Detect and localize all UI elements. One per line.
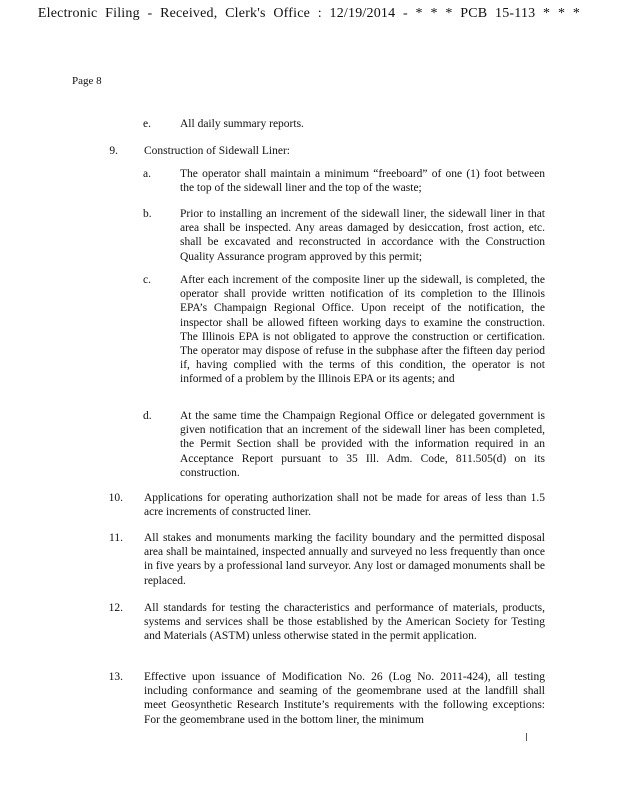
item-text: All daily summary reports.	[180, 118, 304, 130]
text-cursor-mark	[526, 733, 527, 741]
item-text: The operator shall maintain a minimum “freeboard” of one (1) foot between the top of the sidewall liner and the top of the waste;	[180, 168, 545, 195]
item-number: 9.	[109, 145, 118, 157]
item-text: Construction of Sidewall Liner:	[144, 145, 290, 157]
item-text: Effective upon issuance of Modification No. 26 (Log No. 2011-424), all testing including conformance and seaming of the geomembrane used at the landfill shall meet Geosynthetic Research Institute’s requirements with the following exceptions: For the geomembrane used in the bottom liner, the minimum	[144, 671, 545, 726]
item-number: 12.	[108, 602, 123, 614]
item-label: c.	[143, 274, 151, 286]
item-number: 13.	[108, 671, 123, 683]
filing-header: Electronic Filing - Received, Clerk's Office : 12/19/2014 - * * * PCB 15-113 * * *	[37, 6, 581, 21]
item-text: At the same time the Champaign Regional Office or delegated government is given notification that an increment of the sidewall liner has been completed, the Permit Section shall be provided with the information required in an Acceptance Report pursuant to 35 Ill. Adm. Code, 811.505(d) on its construction.	[180, 410, 545, 479]
item-text: Prior to installing an increment of the sidewall liner, the sidewall liner in that area shall be inspected. Any areas damaged by desiccation, frost action, etc. shall be excavated and reconstructed in accordance with the Construction Quality Assurance program approved by this permit;	[180, 208, 545, 263]
item-text: All standards for testing the characteristics and performance of materials, products, systems and services shall be those established by the American Society for Testing and Materials (ASTM) unless otherwise stated in the permit application.	[144, 602, 545, 643]
item-text: All stakes and monuments marking the facility boundary and the permitted disposal area shall be maintained, inspected annually and surveyed no less frequently than once in five years by a professional land surveyor. Any lost or damaged monuments shall be replaced.	[144, 532, 545, 587]
item-number: 10.	[108, 492, 123, 504]
page-number: Page 8	[72, 75, 102, 87]
item-label: b.	[143, 208, 152, 220]
item-label: a.	[143, 168, 151, 180]
item-label: d.	[143, 410, 152, 422]
item-text: After each increment of the composite liner up the sidewall, is completed, the operator shall provide written notification of its completion to the Illinois EPA’s Champaign Regional Office. Upon receipt of the notification, the inspector shall be allowed fifteen working days to examine the construction. The Illinois EPA is not obligated to approve the construction or certification. The operator may dispose of refuse in the subphase after the fifteen day period if, having complied with the terms of this condition, the operator is not informed of a problem by the Illinois EPA or its agents; and	[180, 274, 545, 386]
item-number: 11.	[109, 532, 123, 544]
item-label: e.	[143, 118, 151, 130]
item-text: Applications for operating authorization shall not be made for areas of less than 1.5 acre increments of constructed liner.	[144, 492, 545, 519]
